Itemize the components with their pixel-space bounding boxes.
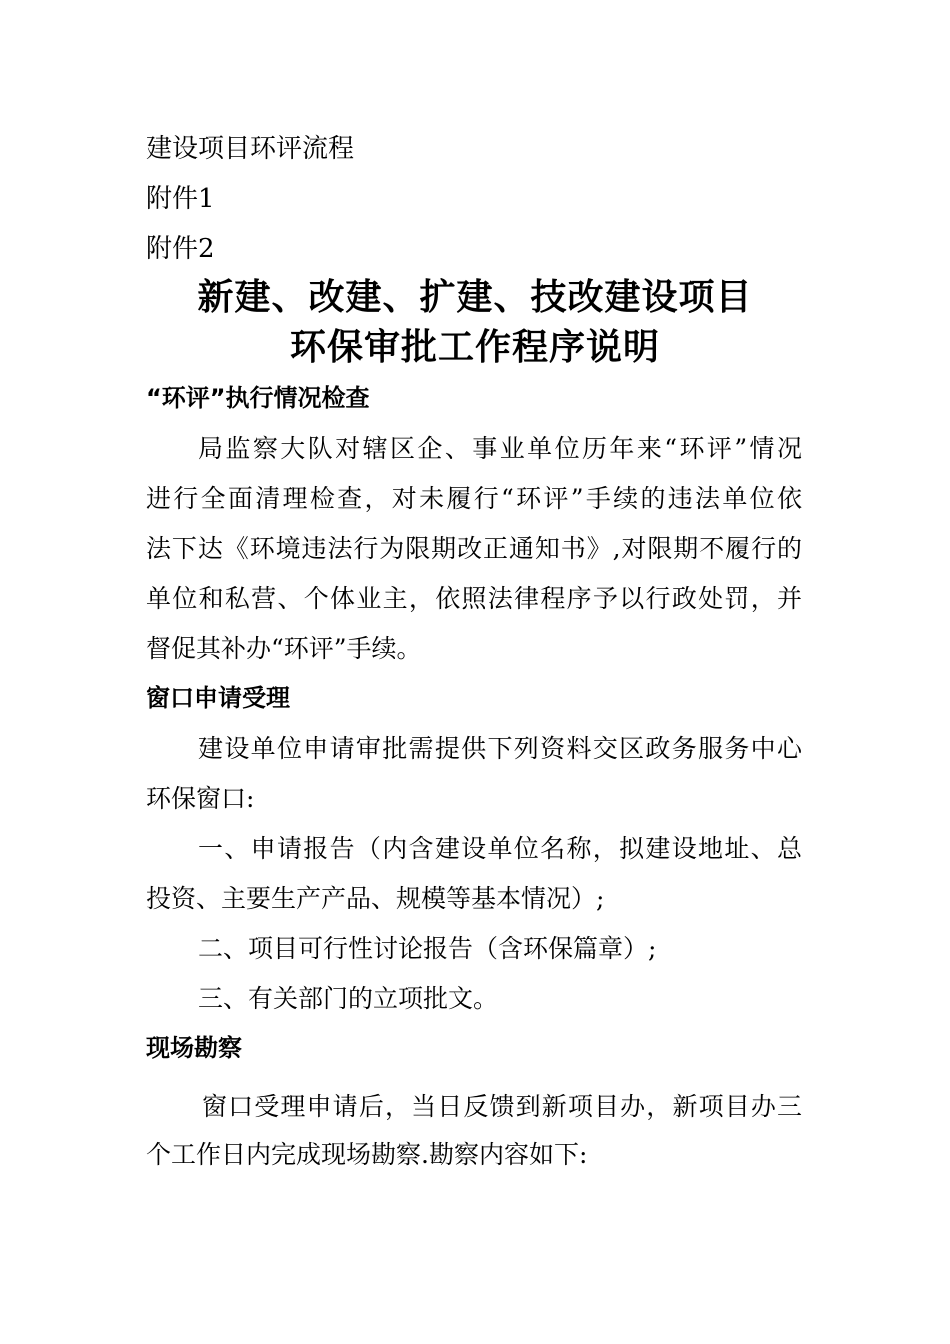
paragraph-line: 窗口受理申请后，当日反馈到新项目办，新项目办三 bbox=[202, 1092, 802, 1121]
document-title-line-2: 环保审批工作程序说明 bbox=[289, 327, 660, 368]
list-item-line: 三、有关部门的立项批文。 bbox=[198, 984, 499, 1013]
paragraph-line: 个工作日内完成现场勘察.勘察内容如下: bbox=[146, 1140, 588, 1169]
section-heading-window-application: 窗口申请受理 bbox=[146, 684, 290, 712]
section-heading-eia-check: “环评”执行情况检查 bbox=[146, 384, 370, 412]
paragraph-line: 进行全面清理检查，对未履行“环评”手续的违法单位依 bbox=[146, 484, 802, 513]
paragraph-line: 建设单位申请审批需提供下列资料交区政务服务中心 bbox=[198, 734, 802, 763]
paragraph-line: 法下达《环境违法行为限期改正通知书》,对限期不履行的 bbox=[146, 534, 802, 563]
paragraph-line: 单位和私营、个体业主，依照法律程序予以行政处罚，并 bbox=[146, 584, 802, 613]
list-item-line: 一、申请报告（内含建设单位名称，拟建设地址、总 bbox=[198, 834, 802, 863]
doc-label-process: 建设项目环评流程 bbox=[146, 134, 355, 164]
list-item-line: 投资、主要生产产品、规模等基本情况）; bbox=[146, 884, 605, 913]
doc-label-attachment-2: 附件2 bbox=[146, 234, 215, 264]
paragraph-line: 督促其补办“环评”手续。 bbox=[146, 634, 422, 663]
list-item-line: 二、项目可行性讨论报告（含环保篇章）; bbox=[198, 934, 657, 963]
doc-label-attachment-1: 附件1 bbox=[146, 184, 215, 214]
paragraph-line: 环保窗口: bbox=[146, 784, 255, 813]
document-title-line-1: 新建、改建、扩建、技改建设项目 bbox=[197, 277, 753, 318]
section-heading-site-survey: 现场勘察 bbox=[146, 1034, 242, 1062]
paragraph-line: 局监察大队对辖区企、事业单位历年来“环评”情况 bbox=[198, 434, 802, 463]
